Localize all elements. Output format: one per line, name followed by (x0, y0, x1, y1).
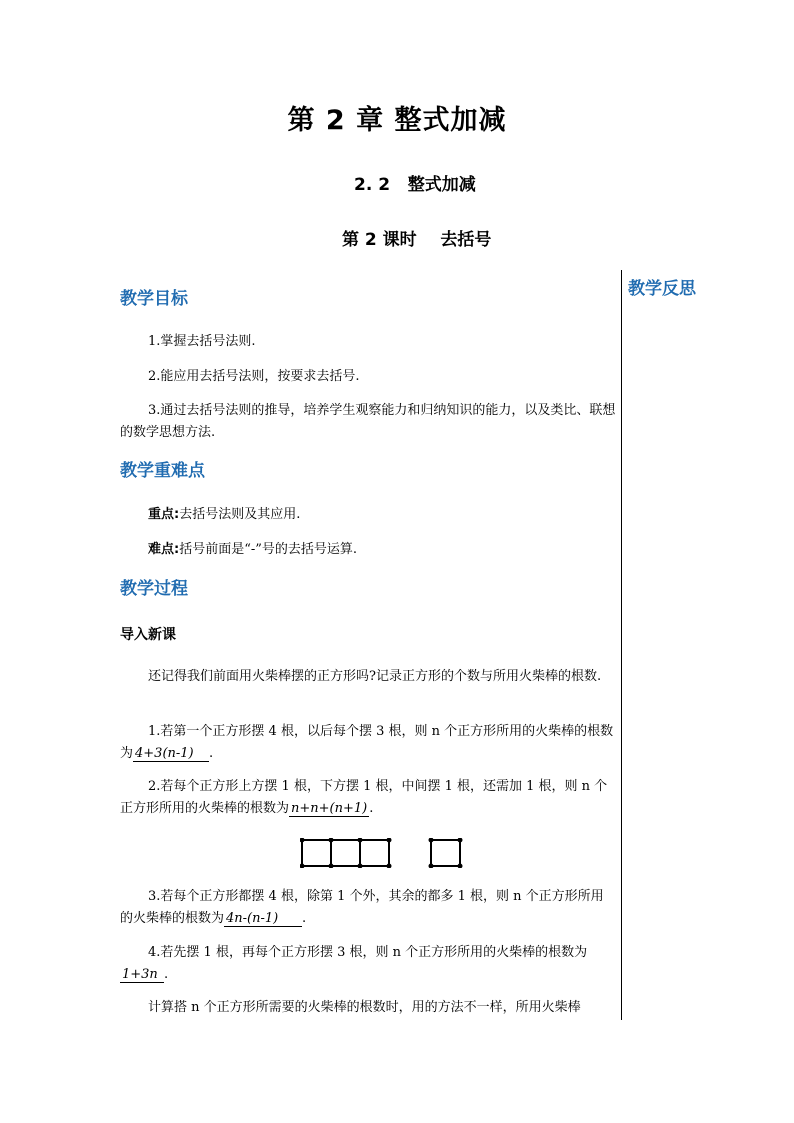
square-single (431, 840, 460, 866)
square-2 (331, 840, 360, 866)
teaching-reflection-label: 教学反思 (628, 279, 696, 299)
question-1-text: 1.若第一个正方形摆 4 根，以后每个摆 3 根，则 n 个正方形所用的火柴棒的根数为 (120, 724, 614, 761)
sidebar-divider (621, 270, 622, 1020)
objective-item: 3.通过去括号法则的推导，培养学生观察能力和归纳知识的能力，以及类比、联想的数学思想方法. (120, 403, 616, 440)
question-2 (120, 776, 616, 820)
question-1 (120, 721, 616, 765)
square-1 (302, 840, 331, 866)
objectives-heading: 教学目标 (120, 289, 188, 309)
key-points-heading: 教学重难点 (120, 461, 205, 481)
key-point-label: 重点: (148, 507, 180, 522)
question-2-text: 2.若每个正方形上方摆 1 根，下方摆 1 根，中间摆 1 根，还需加 1 根，则 n 个正方形所用的火柴棒的根数为 (120, 779, 608, 816)
matchstick-squares-figure (300, 838, 464, 868)
intro-paragraph: 还记得我们前面用火柴棒摆的正方形吗?记录正方形的个数与所用火柴棒的根数. (148, 669, 602, 684)
objective-item: 2.能应用去括号法则，按要求去括号. (148, 369, 360, 384)
question-3 (120, 886, 616, 930)
question-4-answer: 1+3n (120, 967, 164, 983)
question-1-period: . (209, 746, 214, 761)
question-4-period: . (164, 967, 169, 982)
question-1-answer: 4+3(n-1) (133, 746, 209, 762)
intro-heading: 导入新课 (120, 627, 176, 643)
question-3-text: 3.若每个正方形都摆 4 根，除第 1 个外，其余的都多 1 根，则 n 个正方形所用的火柴棒的根数为 (120, 889, 604, 926)
question-4 (120, 942, 616, 986)
question-2-answer: n+n+(n+1) (291, 801, 368, 816)
objective-item: 1.掌握去括号法则. (148, 334, 256, 349)
square-3 (360, 840, 389, 866)
difficulty-label: 难点: (148, 542, 180, 557)
chapter-title: 第 2 章 整式加减 (287, 105, 507, 136)
question-3-period: . (302, 911, 307, 926)
difficulty-text: 括号前面是“-”号的去括号运算. (179, 542, 358, 557)
section-title: 2. 2 整式加减 (354, 175, 476, 195)
question-4-text: 4.若先摆 1 根，再每个正方形摆 3 根，则 n 个正方形所用的火柴棒的根数为 (148, 945, 588, 960)
question-3-answer: 4n-(n-1) (224, 911, 302, 927)
closing-paragraph: 计算搭 n 个正方形所需要的火柴棒的根数时，用的方法不一样，所用火柴棒 (148, 1000, 581, 1015)
question-2-period: . (369, 801, 374, 816)
key-point-text: 去括号法则及其应用. (179, 507, 301, 522)
process-heading: 教学过程 (120, 579, 188, 599)
difficulty-line (120, 539, 616, 561)
lesson-title: 第 2 课时 去括号 (342, 230, 492, 250)
key-point-line (120, 504, 616, 526)
